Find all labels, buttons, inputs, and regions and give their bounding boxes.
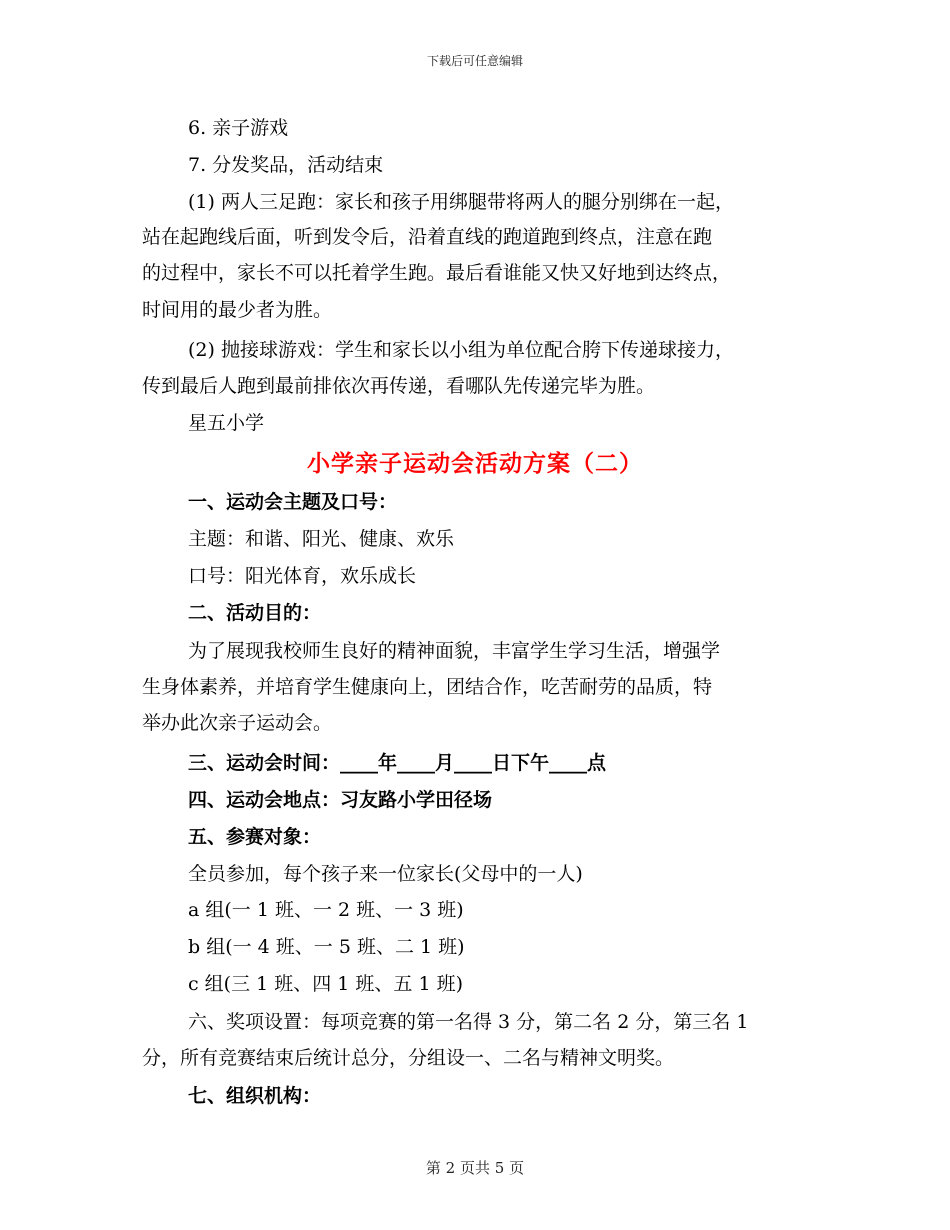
purpose-line-1: 为了展现我校师生良好的精神面貌，丰富学生学习生活，增强学 (188, 640, 721, 662)
document-title: 小学亲子运动会活动方案（二） (307, 451, 643, 477)
heading-theme: 一、运动会主题及口号： (188, 491, 398, 513)
group-a: a 组(一 1 班、一 2 班、一 3 班) (188, 899, 464, 921)
awards-line-2: 分，所有竞赛结束后统计总分，分组设一、二名与精神文明奖。 (142, 1047, 675, 1069)
game-1-line-1: (1) 两人三足跑：家长和孩子用绑腿带将两人的腿分别绑在一起， (188, 191, 734, 213)
game-2-line-2: 传到最后人跑到最前排依次再传递，看哪队先传递完毕为胜。 (142, 375, 656, 397)
heading-purpose: 二、活动目的： (188, 602, 322, 624)
game-1-line-2: 站在起跑线后面，听到发令后，沿着直线的跑道跑到终点，注意在跑 (142, 226, 713, 248)
purpose-line-3: 举办此次亲子运动会。 (142, 712, 333, 734)
awards-line-1: 六、奖项设置：每项竞赛的第一名得 3 分，第二名 2 分，第三名 1 (188, 1011, 749, 1033)
item-7: 7. 分发奖品，活动结束 (188, 154, 384, 176)
heading-participants: 五、参赛对象： (188, 826, 322, 848)
heading-time: 三、运动会时间：____年____月____日下午____点 (188, 752, 607, 774)
theme-text: 主题：和谐、阳光、健康、欢乐 (188, 528, 455, 550)
group-b: b 组(一 4 班、一 5 班、二 1 班) (188, 936, 465, 958)
game-2-line-1: (2) 抛接球游戏：学生和家长以小组为单位配合胯下传递球接力， (188, 339, 734, 361)
group-c: c 组(三 1 班、四 1 班、五 1 班) (188, 973, 464, 995)
heading-organization: 七、组织机构： (188, 1085, 322, 1107)
school-name: 星五小学 (188, 412, 265, 434)
game-1-line-3: 的过程中，家长不可以托着学生跑。最后看谁能又快又好地到达终点， (142, 262, 732, 284)
page-footer: 第 2 页共 5 页 (425, 1159, 525, 1177)
purpose-line-2: 生身体素养，并培育学生健康向上，团结合作，吃苦耐劳的品质，特 (142, 676, 713, 698)
item-6: 6. 亲子游戏 (188, 117, 289, 139)
participants-text: 全员参加，每个孩子来一位家长(父母中的一人) (188, 863, 583, 885)
heading-location: 四、运动会地点：习友路小学田径场 (188, 789, 493, 811)
page-header: 下载后可任意编辑 (426, 54, 523, 68)
slogan-text: 口号：阳光体育，欢乐成长 (188, 565, 417, 587)
game-1-line-4: 时间用的最少者为胜。 (142, 299, 333, 321)
